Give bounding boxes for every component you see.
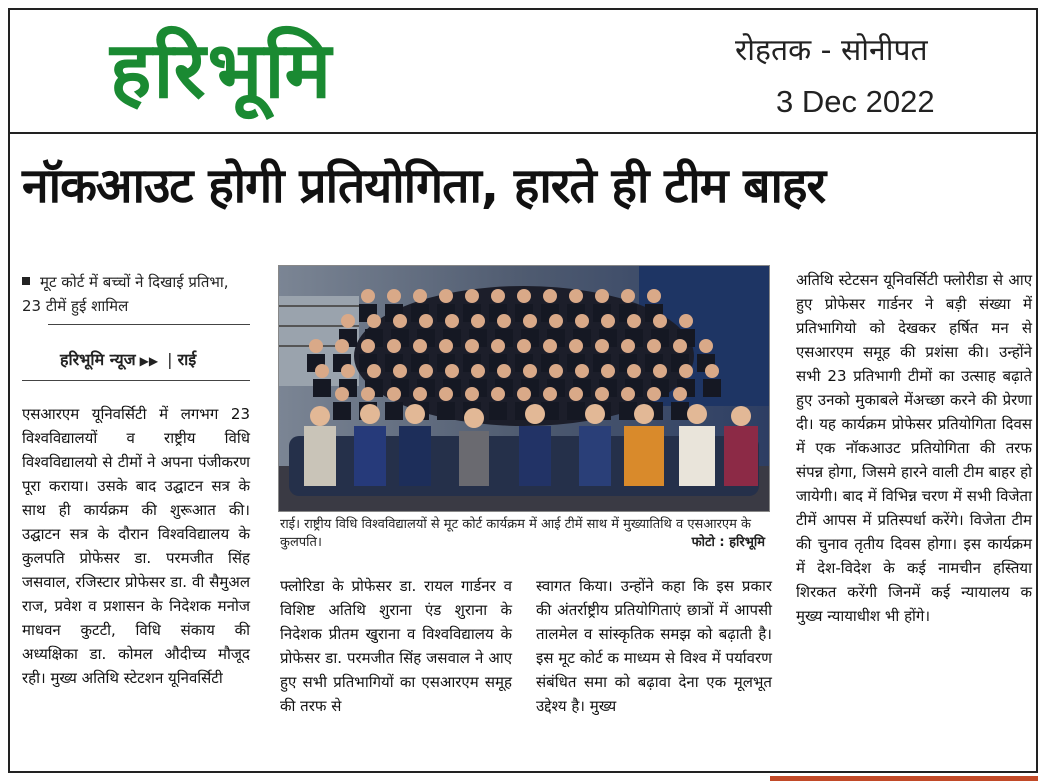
- article-headline: नॉकआउट होगी प्रतियोगिता, हारते ही टीम बाहर: [22, 158, 826, 214]
- person-head: [549, 314, 563, 328]
- person-head: [647, 339, 661, 353]
- person-head: [393, 314, 407, 328]
- person-head: [517, 387, 531, 401]
- accent-bar: [770, 776, 1038, 781]
- person-head: [471, 364, 485, 378]
- person-head: [341, 364, 355, 378]
- masthead-divider: [8, 132, 1038, 134]
- article-column-2: फ्लोरिडा के प्रोफेसर डा. रायल गार्डनर व विशिष्ट अतिथि शुराना एंड शुराना के निदेशक प्रीतम खुराना व विश्वविद्यालय के प्रोफेसर डा. परमजीत सिंह जसवाल ने आए हुए सभी प्रतिभागियों का एसआरएम समूह की तरफ से: [280, 577, 512, 715]
- person-head: [445, 314, 459, 328]
- person-body: [619, 402, 637, 420]
- person-head: [627, 314, 641, 328]
- edition-date: 3 Dec 2022: [776, 84, 935, 119]
- person-head: [517, 289, 531, 303]
- group-photo-image: [279, 266, 769, 511]
- person-head: [621, 289, 635, 303]
- person-head: [439, 339, 453, 353]
- person-head: [705, 364, 719, 378]
- person-head: [653, 364, 667, 378]
- person-head: [601, 364, 615, 378]
- person-head: [543, 387, 557, 401]
- person-head: [465, 339, 479, 353]
- person-head: [471, 314, 485, 328]
- person-head: [621, 387, 635, 401]
- person-head: [575, 314, 589, 328]
- person-head: [413, 387, 427, 401]
- person-body: [437, 402, 455, 420]
- newspaper-logo: हरिभूमि: [110, 26, 334, 116]
- person-head: [647, 387, 661, 401]
- person-head: [309, 339, 323, 353]
- person-head: [465, 289, 479, 303]
- person-head: [491, 289, 505, 303]
- person-head: [517, 339, 531, 353]
- person-head: [367, 314, 381, 328]
- person-head: [569, 339, 583, 353]
- person-body: [313, 379, 331, 397]
- person-head: [315, 364, 329, 378]
- person-head: [419, 314, 433, 328]
- person-head: [341, 314, 355, 328]
- group-photo: [278, 265, 770, 512]
- article-column-4: अतिथि स्टेटसन यूनिवर्सिटी फ्लोरीडा से आए हुए प्रोफेसर गार्डनर ने बड़ी संख्या में प्रतिभागियो को देखकर हर्षित मन से एसआरएम समूह की प्रशंसा की। उन्होंने सभी 23 प्रतिभागी टीमों का उत्साह बढ़ाते हुए उनको मुकाबले मेंअच्छा करने की प्रेरणा दी। यह कार्यक्रम प्रोफेसर प्रतियोगिता दिवस में एक नॉकआउट प्रतियोगिता की तरफ संपन्न होगा, जिसमे हारने वाली टीम बाहर हो जायेगी। बाद में विभिन्न चरण में सभी विजेता टीमें आपस में प्रतिस्पर्धा करेंगे। विजेता टीम की चुनाव तृतीय दिवस होगा। इस कार्यक्रम में देश-विदेश के कई नामचीन हस्तिया शिरकत करेंगी जिनमें कई न्यायालय क मुख्य न्यायाधीश भी होंगे।: [796, 271, 1032, 625]
- person-head: [575, 364, 589, 378]
- person-body: [703, 379, 721, 397]
- byline-arrows-icon: ▶▶: [139, 354, 159, 368]
- byline-source: हरिभूमि न्यूज: [60, 350, 136, 369]
- person-head: [523, 314, 537, 328]
- article-summary: मूट कोर्ट में बच्चों ने दिखाई प्रतिभा, 23 टीमें हुई शामिल: [22, 273, 229, 315]
- person-head: [465, 387, 479, 401]
- person-head: [595, 387, 609, 401]
- person-head: [335, 339, 349, 353]
- person-head: [361, 289, 375, 303]
- byline: हरिभूमि न्यूज ▶▶ | राई: [60, 350, 197, 369]
- person-head: [367, 364, 381, 378]
- article-column-3: स्वागत किया। उन्होंने कहा कि इस प्रकार की अंतर्राष्ट्रीय प्रतियोगिताएं छात्रों में आपसी तालमेल व सांस्कृतिक समझ को बढ़ाती है। इस मूट कोर्ट क माध्यम से विश्व में पर्यावरण संबंधित समा को बढ़ावा देना एक मूलभूत उद्देश्य है। मुख्य: [536, 577, 772, 715]
- byline-place: राई: [177, 350, 197, 369]
- person-head: [673, 339, 687, 353]
- person-head: [445, 364, 459, 378]
- summary-divider: [48, 324, 250, 325]
- person-head: [361, 339, 375, 353]
- person-head: [569, 387, 583, 401]
- byline-divider: [22, 380, 250, 381]
- person-head: [491, 387, 505, 401]
- person-head: [335, 387, 349, 401]
- photo-credit: फोटो : हरिभूमि: [691, 535, 765, 550]
- person-head: [673, 387, 687, 401]
- person-head: [627, 364, 641, 378]
- person-body: [489, 402, 507, 420]
- person-head: [497, 314, 511, 328]
- person-head: [439, 289, 453, 303]
- person-body: [567, 402, 585, 420]
- person-head: [699, 339, 713, 353]
- person-head: [621, 339, 635, 353]
- person-head: [393, 364, 407, 378]
- person-head: [413, 339, 427, 353]
- person-head: [543, 339, 557, 353]
- article-summary-box: [22, 270, 252, 318]
- person-head: [387, 339, 401, 353]
- person-head: [523, 364, 537, 378]
- person-head: [679, 364, 693, 378]
- person-head: [647, 289, 661, 303]
- person-head: [419, 364, 433, 378]
- bullet-icon: [22, 277, 30, 285]
- person-head: [543, 289, 557, 303]
- person-head: [679, 314, 693, 328]
- person-head: [387, 387, 401, 401]
- person-head: [569, 289, 583, 303]
- person-head: [361, 387, 375, 401]
- person-head: [601, 314, 615, 328]
- person-head: [491, 339, 505, 353]
- person-head: [595, 339, 609, 353]
- person-head: [497, 364, 511, 378]
- article-column-1: एसआरएम यूनिवर्सिटी में लगभग 23 विश्वविद्यालयों व राष्ट्रीय विधि विश्वविद्यालयो से टीमों ने अपना पंजीकरण पूरा कराया। उसके बाद उद्घाटन सत्र के साथ ही कार्यक्रम की शुरूआत की। उद्घाटन सत्र के दौरान विश्वविद्यालय के कुलपति प्रोफेसर डा. परमजीत सिंह जसवाल, रजिस्टार प्रोफेसर डा. वी सैमुअल राज, प्रवेश व प्रशासन के निदेशक मनोज माधवन कुटटी, विधि संकाय की अध्यक्षिका डा. कोमल औदीच्य मौजूद रही। मुख्य अतिथि स्टेटशन यूनिवर्सिटी: [22, 405, 250, 687]
- person-head: [595, 289, 609, 303]
- person-head: [439, 387, 453, 401]
- person-body: [333, 402, 351, 420]
- person-body: [671, 402, 689, 420]
- edition-city: रोहतक - सोनीपत: [735, 33, 928, 68]
- photo-caption: राई। राष्ट्रीय विधि विश्वविद्यालयों से मूट कोर्ट कार्यक्रम में आई टीमें साथ में मुख्यातिथि व एसआरएम के कुलपति। फोटो : हरिभूमि: [280, 517, 765, 550]
- person-head: [549, 364, 563, 378]
- person-body: [385, 402, 403, 420]
- person-head: [653, 314, 667, 328]
- person-head: [387, 289, 401, 303]
- person-head: [413, 289, 427, 303]
